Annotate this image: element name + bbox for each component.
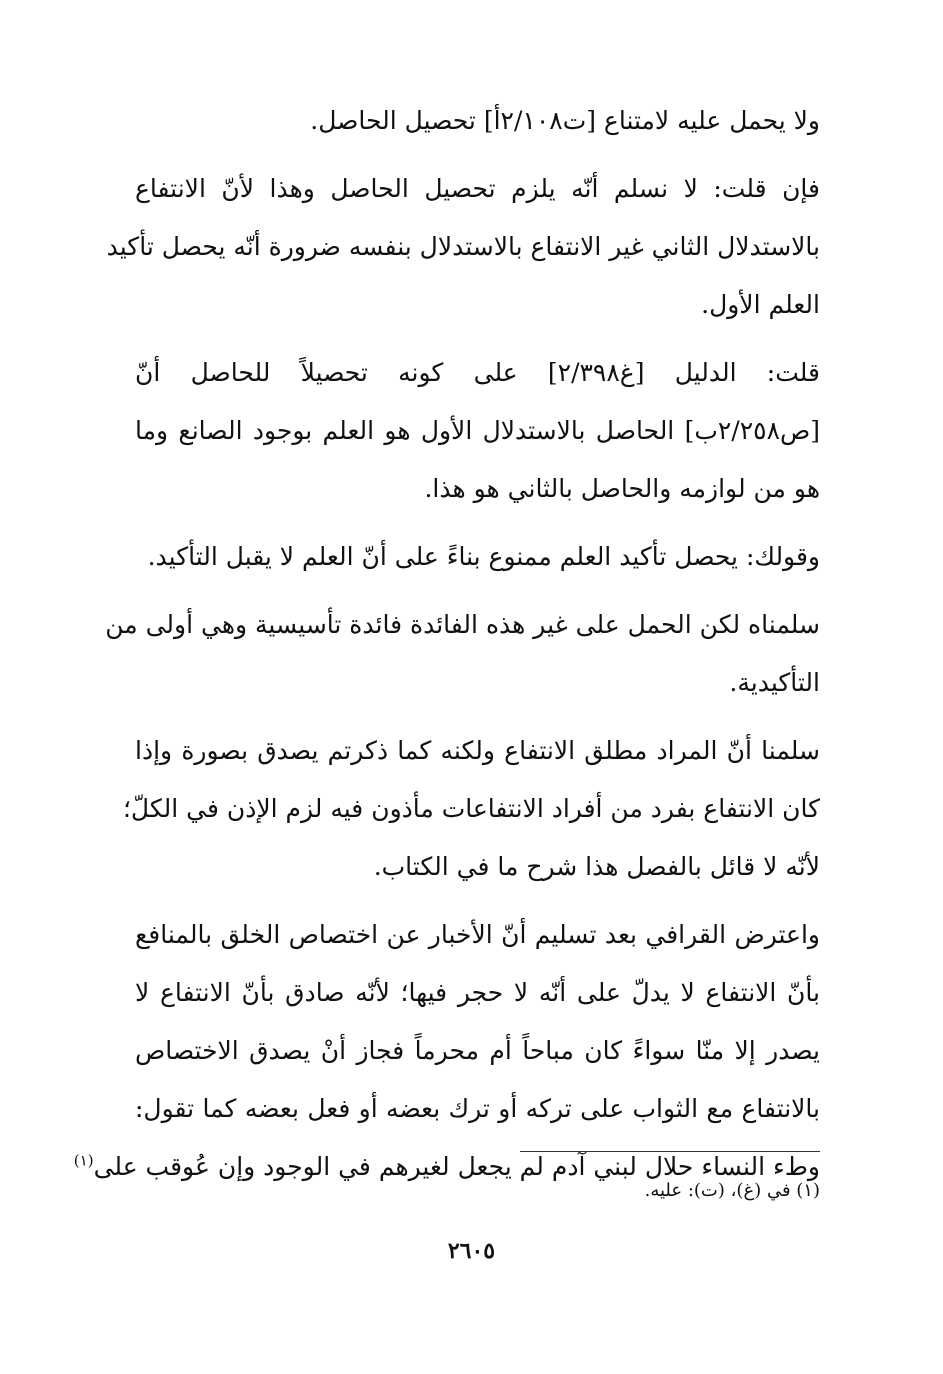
footnote-divider [520, 1151, 820, 1152]
paragraph-7 [73, 906, 820, 1196]
text-line: بأنّ الانتفاع لا يدلّ على أنّه لا حجر فيها؛ لأنّه صادق بأنّ الانتفاع لا [135, 978, 820, 1007]
text-line: بالاستدلال الثاني غير الانتفاع بالاستدلال بنفسه ضرورة أنّه يحصل تأكيد [106, 232, 820, 261]
text-line: يصدر إلا منّا سواءً كان مباحاً أم محرماً فجاز أنْ يصدق الاختصاص [135, 1036, 820, 1065]
paragraph-5 [105, 596, 820, 712]
text-line: ولا يحمل عليه لامتناع [ت٢/١٠٨أ] تحصيل الحاصل. [310, 106, 820, 135]
text-line: التأكيدية. [729, 668, 820, 697]
paragraph-6 [122, 722, 820, 896]
main-text [73, 92, 820, 1206]
text-line: كان الانتفاع بفرد من أفراد الانتفاعات مأذون فيه لزم الإذن في الكلّ؛ [122, 794, 820, 823]
text-line: سلمنا أنّ المراد مطلق الانتفاع ولكنه كما ذكرتم يصدق بصورة وإذا [135, 736, 820, 765]
paragraph-1 [135, 92, 820, 150]
footnote: (١) في (غ)، (ت): عليه. [644, 1180, 820, 1201]
paragraph-3 [135, 344, 820, 518]
paragraph-4 [135, 528, 820, 586]
text-line: سلمناه لكن الحمل على غير هذه الفائدة فائدة تأسيسية وهي أولى من [105, 610, 820, 639]
text-line: هو من لوازمه والحاصل بالثاني هو هذا. [424, 474, 820, 503]
footnote-marker: (١) [73, 1151, 94, 1170]
text-line: وقولك: يحصل تأكيد العلم ممنوع بناءً على أنّ العلم لا يقبل التأكيد. [147, 542, 820, 571]
page-number: ٢٦٠٥ [447, 1238, 496, 1264]
text-line: [ص٢/٢٥٨ب] الحاصل بالاستدلال الأول هو العلم بوجود الصانع وما [135, 416, 820, 445]
text-line: بالانتفاع مع الثواب على تركه أو ترك بعضه أو فعل بعضه كما تقول: [135, 1094, 820, 1123]
text-line: واعترض القرافي بعد تسليم أنّ الأخبار عن اختصاص الخلق بالمنافع [135, 920, 820, 949]
text-line: لأنّه لا قائل بالفصل هذا شرح ما في الكتاب. [373, 852, 820, 881]
paragraph-2 [106, 160, 820, 334]
text-line: وطء النساء حلال لبني آدم لم يجعل لغيرهم في الوجود وإن عُوقب على [93, 1152, 820, 1181]
text-line: قلت: الدليل [غ٢/٣٩٨] على كونه تحصيلاً للحاصل أنّ [135, 358, 820, 387]
text-line: العلم الأول. [701, 290, 820, 319]
text-line: فإن قلت: لا نسلم أنّه يلزم تحصيل الحاصل وهذا لأنّ الانتفاع [135, 174, 820, 203]
